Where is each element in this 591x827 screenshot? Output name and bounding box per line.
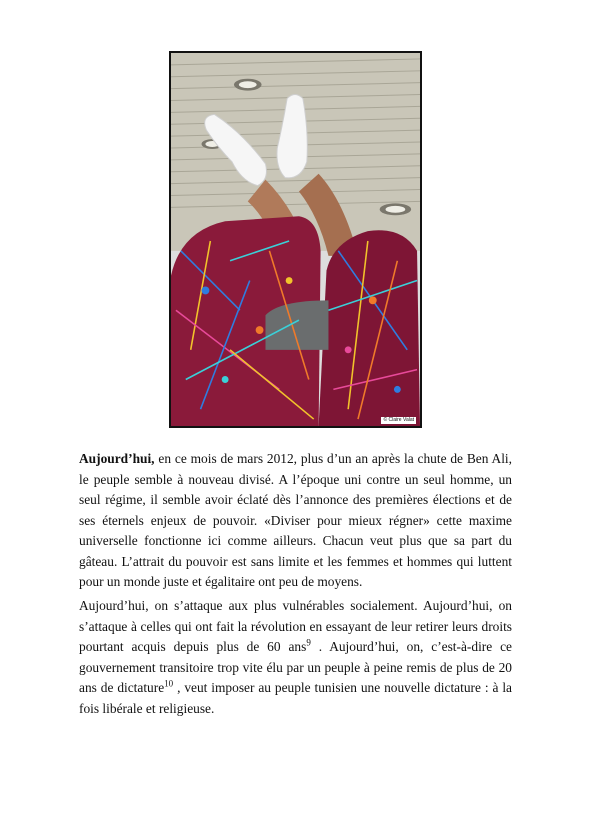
- paragraph-2-part-3: , veut imposer au peuple tunisien une nouvelle dictature : à la fois libérale et religieuse.: [79, 680, 512, 716]
- paragraph-1: [79, 449, 512, 593]
- paragraph-2: [79, 596, 512, 719]
- bus-seats-photo: [171, 53, 420, 426]
- photo-credit: © Claire Valat: [383, 417, 414, 423]
- photo: [169, 51, 422, 428]
- footnote-ref-9[interactable]: 9: [306, 637, 311, 648]
- paragraph-2-part-1: Aujourd’hui, on s’attaque aux plus vulnérables socialement. Aujourd’hui, on s’attaque à celles qui ont fait la révolution en essayant de leur retirer leurs droits pourtant acquis depuis plus de 60 ans: [79, 598, 512, 654]
- paragraph-1-lead: Aujourd’hui,: [79, 451, 155, 466]
- paragraph-1-body: en ce mois de mars 2012, plus d’un an après la chute de Ben Ali, le peuple semble à nouveau divisé. A l’époque uni contre un seul homme, un seul régime, il semble avoir éclaté dès l’annonce des premières élections et de ses éternels enjeux de pouvoir. «Diviser pour mieux régner» cette maxime universelle fonctionne ici comme ailleurs. Chacun veut plus que sa part du gâteau. L’attrait du pouvoir est sans limite et les femmes et hommes qui luttent pour un monde juste et égalitaire ont peu de moyens.: [79, 451, 512, 589]
- footnote-ref-10[interactable]: 10: [164, 678, 174, 689]
- paragraph-2-part-2: . Aujourd’hui, on, c’est-à-dire ce gouvernement transitoire trop vite élu par un peuple à peine remis de plus de 20 ans de dictature: [79, 639, 512, 695]
